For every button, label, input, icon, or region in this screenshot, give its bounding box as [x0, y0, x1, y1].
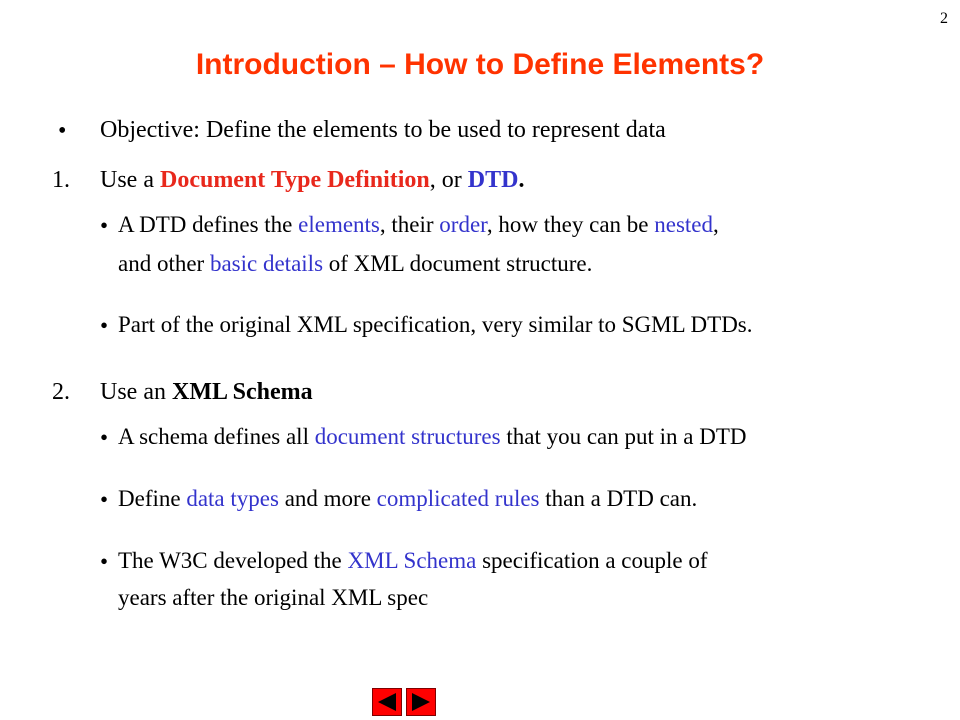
item-1-mid: , or [429, 167, 468, 193]
text-run: of XML document structure. [323, 251, 593, 276]
item-2-prefix: Use an [100, 379, 172, 405]
text-run: , how they can be [486, 212, 655, 237]
dtd-origin-text: Part of the original XML specification, very similar to SGML DTDs. [118, 312, 753, 337]
keyword-elements: elements [298, 212, 380, 237]
w3c-history-line-1 [118, 548, 708, 574]
slide-title: Introduction – How to Define Elements? [195, 48, 765, 81]
item-number-2: 2. [52, 379, 70, 405]
item-number-1: 1. [52, 167, 70, 193]
sub-bullet-marker: • [100, 213, 109, 238]
keyword-basic-details: basic details [209, 251, 324, 276]
sub-bullet-marker: • [100, 487, 109, 512]
next-slide-button[interactable] [406, 688, 436, 716]
text-run: , their [379, 212, 440, 237]
keyword-nested: nested [654, 212, 714, 237]
text-run: than a DTD can. [539, 486, 698, 511]
schema-definition-text [118, 424, 747, 450]
text-run: Define [118, 486, 187, 511]
slide-navigation [372, 688, 436, 716]
previous-slide-button[interactable] [372, 688, 402, 716]
text-run: and more [278, 486, 377, 511]
left-arrow-icon [376, 692, 398, 712]
keyword-xml-schema: XML Schema [347, 548, 477, 573]
right-arrow-icon [410, 692, 432, 712]
item-1-suffix: . [518, 167, 525, 193]
item-2-heading [100, 379, 313, 406]
text-run: that you can put in a DTD [500, 424, 747, 449]
text-run: A schema defines all [118, 424, 315, 449]
text-run: A DTD defines the [118, 212, 299, 237]
text-run: The W3C developed the [118, 548, 348, 573]
keyword-order: order [439, 212, 487, 237]
item-1-heading [100, 167, 524, 194]
schema-types-text [118, 486, 697, 512]
xml-schema-term: XML Schema [171, 379, 313, 405]
sub-bullet-marker: • [100, 425, 109, 450]
objective-text: Objective: Define the elements to be used to represent data [100, 117, 666, 143]
text-run: and other [118, 251, 210, 276]
text-run: specification a couple of [476, 548, 708, 573]
sub-bullet-marker: • [100, 313, 109, 338]
slide-number: 2 [940, 10, 948, 27]
keyword-document-structures: document structures [314, 424, 501, 449]
keyword-complicated-rules: complicated rules [376, 486, 540, 511]
dtd-full-term: Document Type Definition [159, 167, 430, 193]
text-run: , [713, 212, 719, 237]
item-1-prefix: Use a [100, 167, 160, 193]
keyword-data-types: data types [186, 486, 279, 511]
dtd-abbr-term: DTD [467, 167, 519, 193]
dtd-definition-line-2 [118, 251, 592, 277]
dtd-definition-line-1 [118, 212, 719, 238]
w3c-history-line-2: years after the original XML spec [118, 585, 429, 610]
sub-bullet-marker: • [100, 549, 109, 574]
bullet-marker: • [58, 118, 67, 144]
